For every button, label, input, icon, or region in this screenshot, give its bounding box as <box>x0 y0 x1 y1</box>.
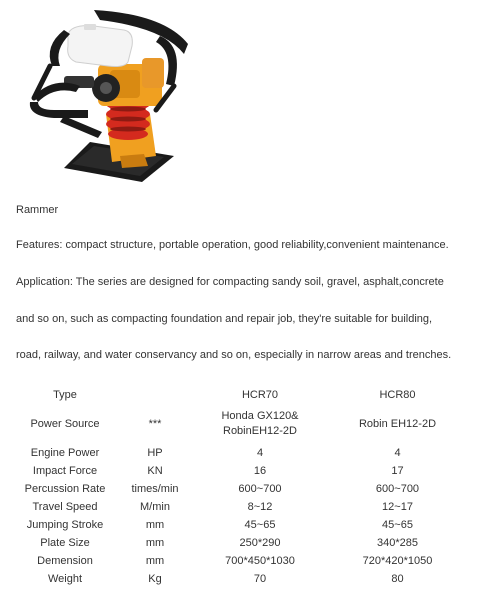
table-row <box>10 404 465 444</box>
row-hcr70: 16 <box>253 464 267 477</box>
row-unit: mm <box>145 536 165 549</box>
row-hcr80: 4 <box>394 446 401 459</box>
row-param: Engine Power <box>30 446 100 459</box>
row-param: Power Source <box>30 417 100 430</box>
row-hcr70: 600~700 <box>238 482 282 495</box>
row-unit: times/min <box>131 482 179 495</box>
row-hcr70: 700*450*1030 <box>225 554 295 567</box>
row-hcr70: 45~65 <box>244 518 276 531</box>
row-hcr80: 340*285 <box>377 536 418 549</box>
table-row <box>10 444 465 462</box>
row-unit: HP <box>147 446 163 459</box>
features-text: Features: compact structure, portable operation, good reliability,convenient maintenance. <box>16 239 449 251</box>
table-row <box>10 462 465 480</box>
row-param: Travel Speed <box>32 500 98 513</box>
table-header-row <box>10 386 465 404</box>
row-hcr70: 70 <box>253 572 267 585</box>
row-hcr80: 720*420*1050 <box>362 554 433 567</box>
table-row <box>10 570 465 588</box>
table-row <box>10 498 465 516</box>
row-hcr70: 4 <box>256 446 264 459</box>
row-unit: mm <box>145 518 165 531</box>
row-param: Plate Size <box>40 536 90 549</box>
row-hcr80: Robin EH12-2D <box>358 417 437 430</box>
table-row <box>10 534 465 552</box>
row-hcr80: 600~700 <box>375 482 420 495</box>
row-param: Percussion Rate <box>24 482 106 495</box>
row-hcr80: 17 <box>391 464 404 477</box>
product-image <box>24 6 192 184</box>
product-title: Rammer <box>16 204 59 216</box>
row-unit: Kg <box>148 572 162 585</box>
row-param: Demension <box>37 554 93 567</box>
row-hcr70-line-2: RobinEH12-2D <box>223 425 297 437</box>
row-unit: *** <box>148 417 162 430</box>
row-hcr70 <box>190 404 330 444</box>
header-hcr80: HCR80 <box>379 388 416 401</box>
application-line-2: and so on, such as compacting foundation and repair job, they're suitable for building, <box>16 313 433 325</box>
row-hcr80: 12~17 <box>382 500 413 513</box>
table-row <box>10 552 465 570</box>
row-hcr80: 45~65 <box>382 518 413 531</box>
row-unit: mm <box>145 554 165 567</box>
row-unit: M/min <box>140 500 170 513</box>
row-param: Weight <box>47 572 83 585</box>
row-hcr70-line-1: Honda GX120& <box>221 410 299 422</box>
row-hcr70: 250*290 <box>239 536 281 549</box>
header-type: Type <box>53 388 77 401</box>
table-row <box>10 480 465 498</box>
row-hcr80: 80 <box>391 572 404 585</box>
application-line-3: road, railway, and water conservancy and so on, especially in narrow areas and trenches. <box>16 349 452 361</box>
row-param: Jumping Stroke <box>26 518 104 531</box>
specs-table <box>10 386 465 588</box>
row-hcr70: 8~12 <box>247 500 273 513</box>
row-unit: KN <box>147 464 163 477</box>
application-line-1: Application: The series are designed for compacting sandy soil, gravel, asphalt,concrete <box>16 276 444 288</box>
header-hcr70: HCR70 <box>241 388 279 401</box>
row-param: Impact Force <box>32 464 98 477</box>
table-row <box>10 516 465 534</box>
header-unit <box>120 386 190 404</box>
